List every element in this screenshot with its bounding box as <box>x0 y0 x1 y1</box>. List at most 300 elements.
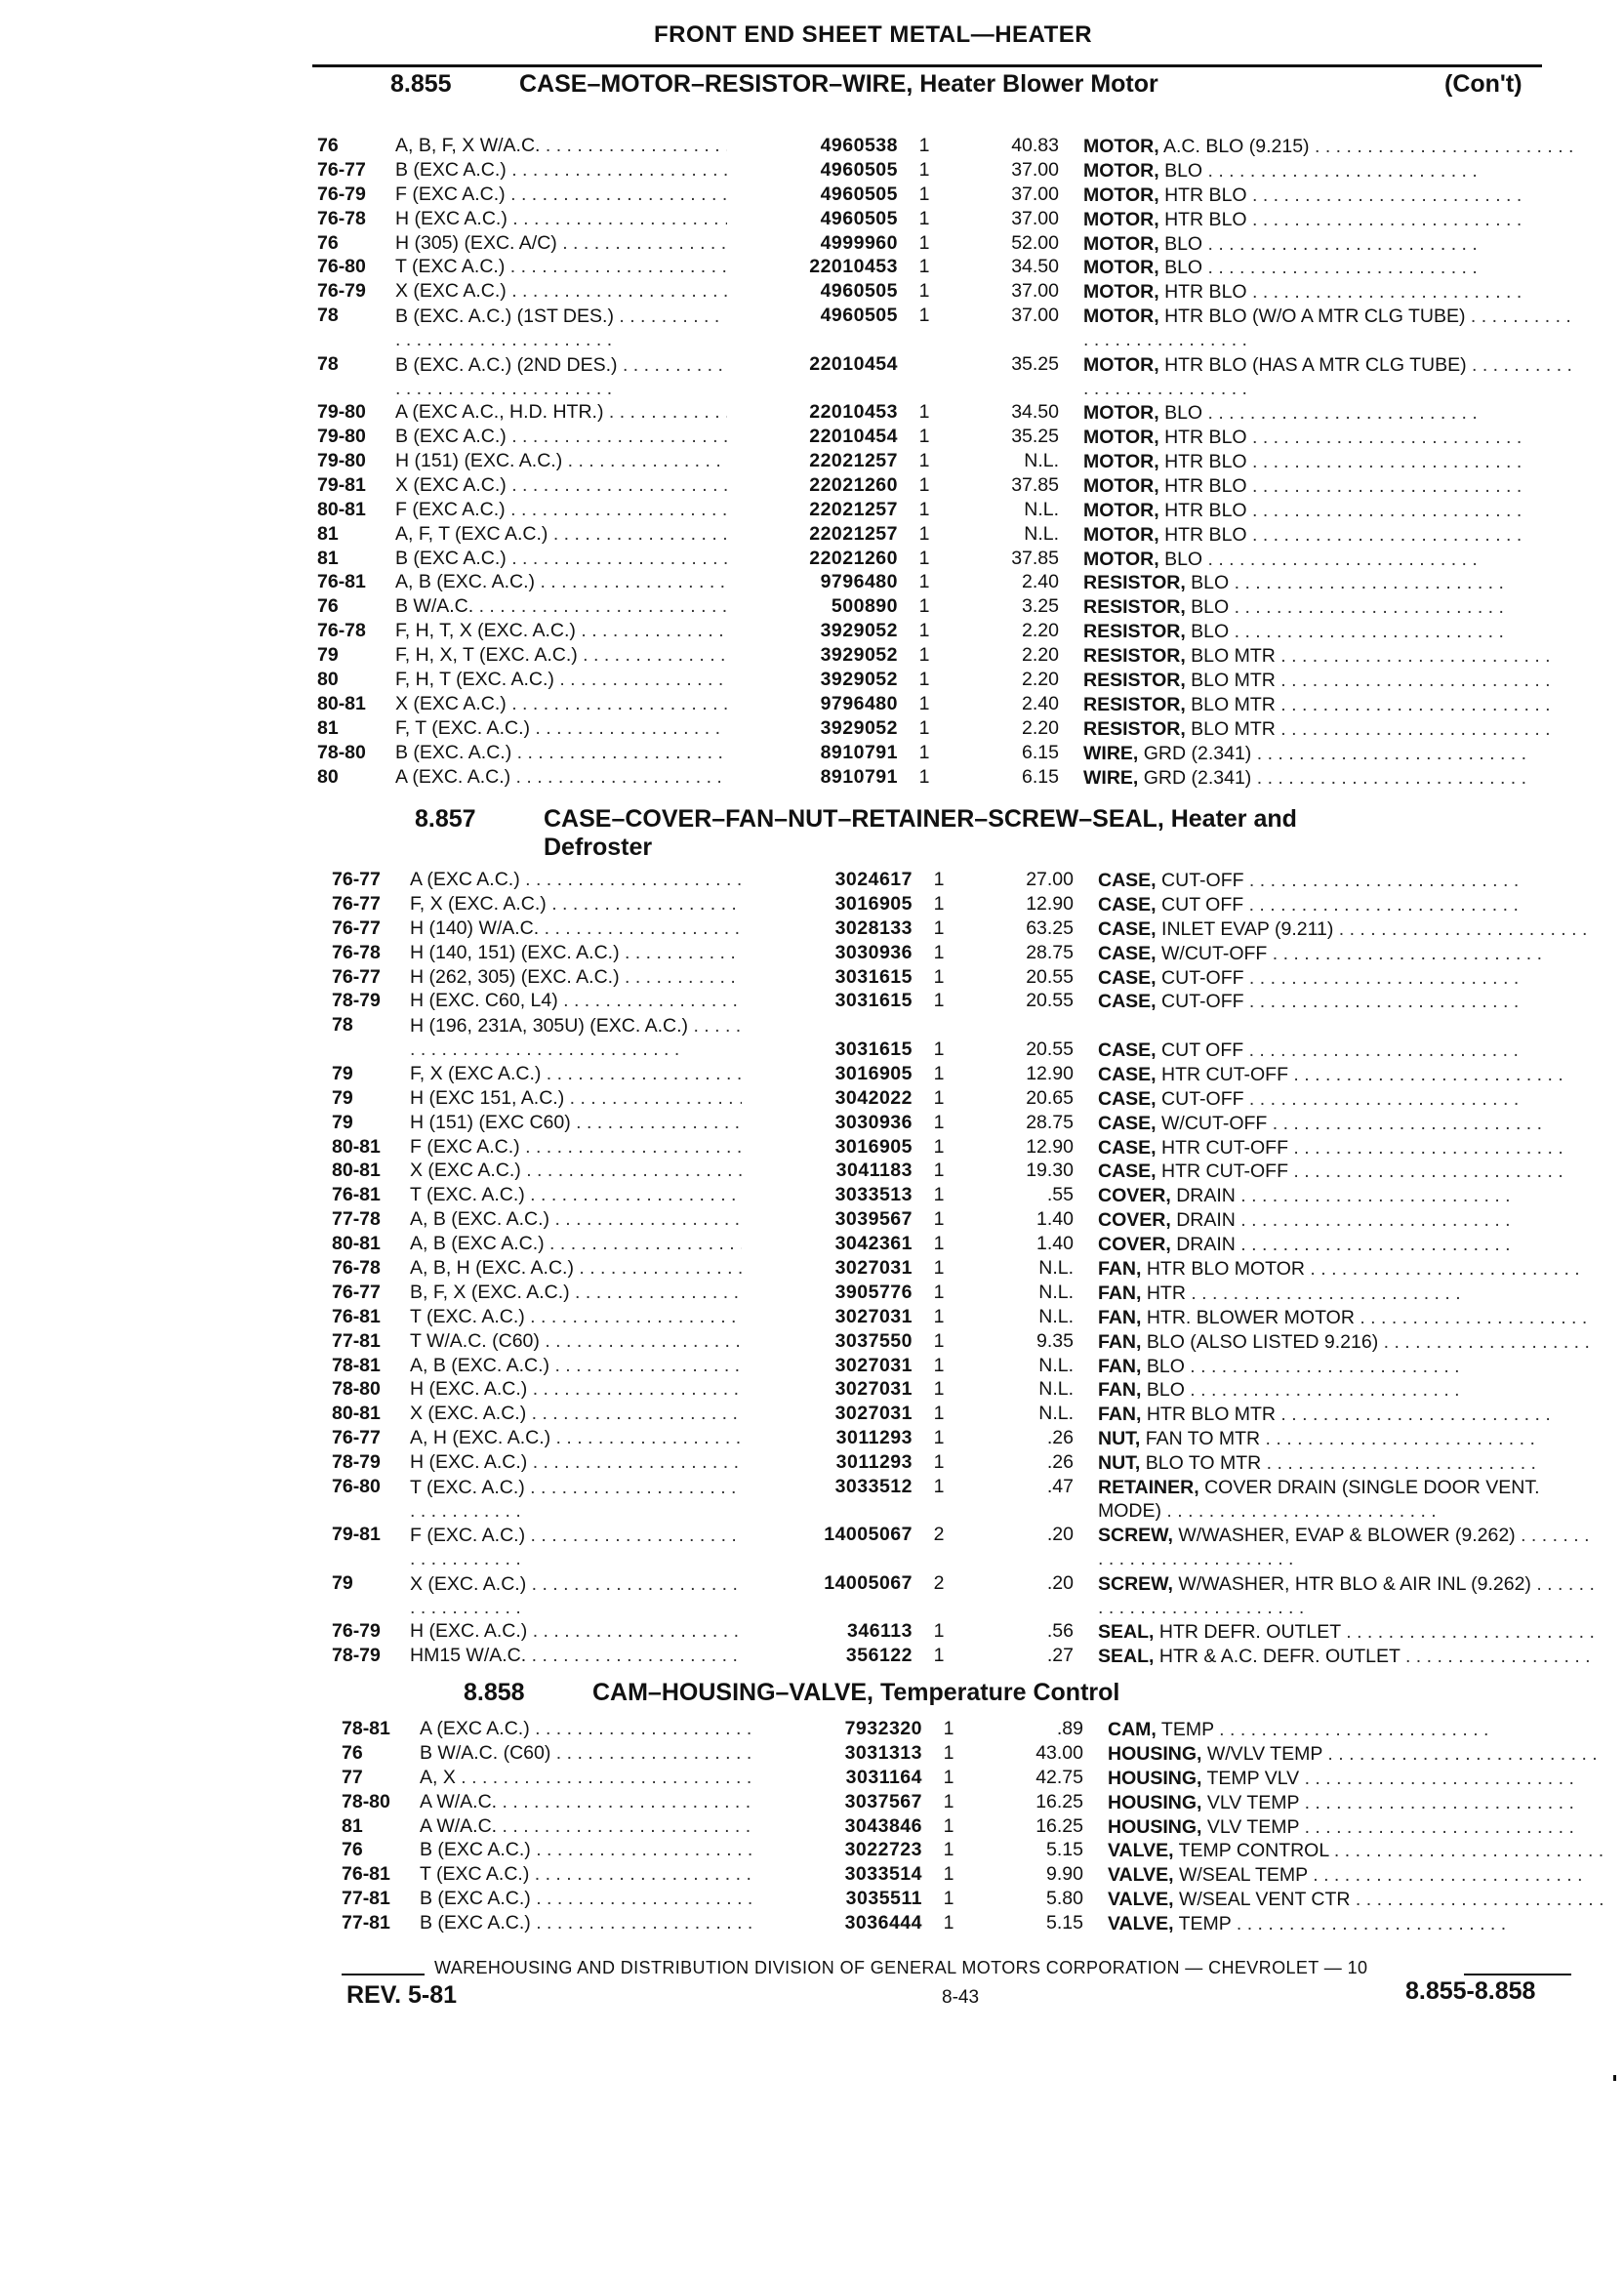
part-detail: INLET EVAP (9.211) <box>1161 917 1334 940</box>
part-keyword: MOTOR, <box>1083 257 1159 279</box>
part-detail: TEMP CONTROL <box>1178 1840 1329 1862</box>
price: 20.55 <box>1026 1038 1074 1061</box>
price: 20.65 <box>1026 1086 1074 1109</box>
part-keyword: MOTOR, <box>1083 427 1159 449</box>
price: N.L. <box>1024 450 1059 472</box>
model-application: H (EXC 151, A.C.) . . . <box>410 1087 742 1110</box>
model-application: B (EXC. A.C.) . . . <box>395 742 727 764</box>
part-description <box>1083 426 1581 450</box>
price: 2.20 <box>1022 716 1059 739</box>
part-detail: W/SEAL TEMP <box>1178 1864 1308 1887</box>
year-range: 78-79 <box>332 1645 381 1667</box>
model-application: F, T (EXC. A.C.) . . . <box>395 717 727 740</box>
part-number: 3028133 <box>834 916 913 939</box>
part-keyword: MOTOR, <box>1083 232 1159 255</box>
quantity: 1 <box>933 965 945 988</box>
part-keyword: RESISTOR, <box>1083 670 1186 692</box>
price: 28.75 <box>1026 1111 1074 1133</box>
part-number: 3035511 <box>845 1888 922 1910</box>
part-keyword: CASE, <box>1098 1087 1157 1110</box>
price: .89 <box>1056 1718 1083 1739</box>
price: 20.55 <box>1026 965 1074 988</box>
quantity: 1 <box>933 1354 945 1376</box>
quantity: 1 <box>918 644 930 667</box>
part-detail: BLO (ALSO LISTED 9.216) <box>1146 1330 1379 1353</box>
part-keyword: SEAL, <box>1098 1621 1155 1644</box>
year-range: 81 <box>342 1814 363 1837</box>
model-application: T (EXC. A.C.) . . . <box>410 1476 742 1524</box>
part-keyword: CASE, <box>1098 1039 1157 1062</box>
model-application: X (EXC A.C.) . . . <box>410 1160 742 1182</box>
part-detail: W/VLV TEMP <box>1206 1742 1322 1765</box>
year-range: 80-81 <box>332 1233 381 1255</box>
part-keyword: NUT, <box>1098 1452 1141 1475</box>
part-keyword: MOTOR, <box>1083 136 1159 157</box>
model-application: B, F, X (EXC. A.C.) . . . <box>410 1282 742 1304</box>
quantity: 1 <box>943 1839 954 1861</box>
price: 2.20 <box>1022 669 1059 691</box>
price: 6.15 <box>1022 741 1059 763</box>
quantity: 1 <box>918 765 930 788</box>
price: 9.90 <box>1046 1863 1083 1886</box>
price: 16.25 <box>1035 1814 1083 1837</box>
part-description <box>1108 1815 1605 1840</box>
price: 37.85 <box>1011 473 1059 496</box>
section-title-8855 <box>390 70 1522 99</box>
price: .20 <box>1046 1524 1074 1546</box>
part-description <box>1108 1767 1605 1791</box>
year-range: 76 <box>317 231 339 254</box>
part-detail: HTR & A.C. DEFR. OUTLET <box>1158 1646 1401 1668</box>
part-description <box>1108 1839 1605 1863</box>
section-title-8858 <box>464 1679 1537 1707</box>
part-number: 3033513 <box>834 1184 913 1206</box>
quantity: 1 <box>933 941 945 963</box>
part-keyword: RESISTOR, <box>1083 693 1186 715</box>
part-detail: HTR BLO <box>1164 208 1247 230</box>
part-description <box>1108 1888 1605 1912</box>
price: 1.40 <box>1036 1233 1074 1255</box>
part-detail: W/SEAL VENT CTR <box>1178 1889 1351 1911</box>
quantity: 1 <box>918 183 930 205</box>
model-application: H (140, 151) (EXC. A.C.) . . . <box>410 942 742 964</box>
year-range: 81 <box>317 716 339 739</box>
part-detail: W/CUT-OFF <box>1161 1112 1268 1134</box>
part-keyword: HOUSING, <box>1108 1815 1202 1838</box>
part-detail: A.C. BLO (9.215) <box>1162 136 1310 157</box>
quantity: 1 <box>943 1814 954 1837</box>
quantity: 1 <box>943 1863 954 1886</box>
page-header: FRONT END SHEET METAL—HEATER <box>654 21 1093 48</box>
part-keyword: FAN, <box>1098 1330 1142 1353</box>
part-number: 9796480 <box>820 571 898 593</box>
year-range: 78 <box>317 352 339 375</box>
year-range: 76-77 <box>332 869 381 890</box>
part-number: 3036444 <box>844 1912 922 1934</box>
part-number: 7932320 <box>844 1718 922 1739</box>
model-application: HM15 W/A.C. . . . <box>410 1645 742 1667</box>
quantity: 1 <box>918 231 930 254</box>
price: 37.00 <box>1011 305 1059 327</box>
part-number: 3039567 <box>834 1208 913 1231</box>
part-keyword: VALVE, <box>1108 1913 1174 1935</box>
part-number: 22021260 <box>809 547 898 569</box>
year-range: 76-81 <box>317 571 366 593</box>
section-title-text: CASE–MOTOR–RESISTOR–WIRE, Heater Blower Motor <box>519 70 1158 98</box>
part-keyword: SCREW, <box>1098 1525 1173 1547</box>
part-detail: GRD (2.341) <box>1143 766 1252 789</box>
year-range: 80-81 <box>332 1403 381 1425</box>
price: 3.25 <box>1022 595 1059 618</box>
part-detail: DRAIN <box>1176 1234 1236 1256</box>
part-keyword: RESISTOR, <box>1083 621 1186 643</box>
quantity: 1 <box>918 669 930 691</box>
section-title-text: CASE–COVER–FAN–NUT–RETAINER–SCREW–SEAL, Heater and <box>544 805 1297 833</box>
model-application: X (EXC A.C.) . . . <box>395 280 727 303</box>
part-number: 3016905 <box>834 892 913 915</box>
quantity: 1 <box>943 1718 954 1739</box>
part-number: 22021257 <box>809 522 898 545</box>
part-number: 3024617 <box>834 869 913 890</box>
price: 37.00 <box>1011 183 1059 205</box>
price: 12.90 <box>1026 892 1074 915</box>
part-detail: COVER DRAIN (SINGLE DOOR VENT. MODE) <box>1098 1476 1540 1522</box>
year-range: 77-81 <box>342 1912 390 1934</box>
quantity: 1 <box>933 916 945 939</box>
part-detail: DRAIN <box>1176 1185 1236 1207</box>
part-keyword: HOUSING, <box>1108 1742 1202 1765</box>
part-number: 3033514 <box>844 1863 922 1886</box>
quantity: 1 <box>933 1233 945 1255</box>
part-description <box>1108 1718 1605 1742</box>
part-description <box>1098 1476 1596 1524</box>
quantity: 1 <box>933 1256 945 1279</box>
part-number: 9796480 <box>820 692 898 714</box>
year-range: 78-80 <box>317 741 366 763</box>
part-detail: HTR BLO <box>1164 281 1247 304</box>
price: 16.25 <box>1035 1790 1083 1812</box>
model-application: B (EXC. A.C.) (1ST DES.) . . . <box>395 305 727 352</box>
part-number: 3037567 <box>844 1790 922 1812</box>
model-application: H (EXC. A.C.) . . . <box>410 1451 742 1474</box>
part-number: 4960505 <box>820 207 898 229</box>
part-keyword: CASE, <box>1098 991 1157 1013</box>
price: .26 <box>1046 1451 1074 1474</box>
price: 37.00 <box>1011 280 1059 303</box>
part-description <box>1083 183 1581 208</box>
part-description <box>1098 1355 1596 1379</box>
model-application: A, B (EXC. A.C.) . . . <box>395 571 727 593</box>
part-description <box>1098 1233 1596 1257</box>
part-detail: HTR CUT-OFF <box>1161 1063 1289 1085</box>
part-keyword: CASE, <box>1098 870 1157 891</box>
part-number: 3027031 <box>834 1354 913 1376</box>
part-description <box>1083 401 1581 426</box>
part-number: 3016905 <box>834 1135 913 1158</box>
model-application: B (EXC A.C.) . . . <box>395 159 727 182</box>
price: 12.90 <box>1026 1062 1074 1084</box>
part-keyword: CASE, <box>1098 917 1157 940</box>
year-range: 80-81 <box>317 498 366 520</box>
part-description <box>1083 595 1581 620</box>
part-keyword: FAN, <box>1098 1257 1142 1280</box>
part-detail: VLV TEMP <box>1206 1815 1300 1838</box>
part-keyword: COVER, <box>1098 1234 1171 1256</box>
part-detail: VLV TEMP <box>1206 1791 1300 1813</box>
model-application: X (EXC. A.C.) . . . <box>410 1403 742 1425</box>
quantity: 1 <box>918 473 930 496</box>
year-range: 77-78 <box>332 1208 381 1231</box>
part-description <box>1098 1524 1596 1571</box>
part-detail: BLO <box>1164 257 1203 279</box>
price: 12.90 <box>1026 1135 1074 1158</box>
model-application: B (EXC. A.C.) (2ND DES.) . . . <box>395 353 727 401</box>
price: 35.25 <box>1011 352 1059 375</box>
year-range: 76-78 <box>332 1256 381 1279</box>
part-description <box>1098 1451 1596 1476</box>
page-number: 8-43 <box>942 1987 980 2008</box>
part-number: 3929052 <box>820 716 898 739</box>
part-keyword: CASE, <box>1098 942 1157 964</box>
part-number: 22021257 <box>809 498 898 520</box>
part-keyword: WIRE, <box>1083 766 1139 789</box>
model-application: T (EXC. A.C.) . . . <box>410 1184 742 1206</box>
section-number: 8.857 <box>415 805 476 833</box>
part-description <box>1083 766 1581 791</box>
part-description <box>1098 893 1596 917</box>
quantity: 1 <box>918 450 930 472</box>
year-range: 80 <box>317 765 339 788</box>
model-application: B (EXC A.C.) . . . <box>420 1888 751 1910</box>
year-range: 76 <box>317 595 339 618</box>
header-rule <box>312 64 1542 67</box>
model-application: H (196, 231A, 305U) (EXC. A.C.) . . . <box>410 1014 742 1062</box>
part-description <box>1083 717 1581 742</box>
part-keyword: COVER, <box>1098 1185 1171 1207</box>
part-detail: HTR CUT-OFF <box>1161 1160 1289 1183</box>
part-keyword: MOTOR, <box>1083 474 1159 497</box>
quantity: 1 <box>933 1378 945 1401</box>
year-range: 76-78 <box>317 620 366 642</box>
part-detail: GRD (2.341) <box>1143 742 1252 764</box>
model-application: A (EXC A.C.) . . . <box>420 1718 751 1740</box>
model-application: A (EXC A.C., H.D. HTR.) . . . <box>395 401 727 424</box>
quantity: 1 <box>918 207 930 229</box>
part-number: 4960505 <box>820 280 898 303</box>
model-application: H (EXC. C60, L4) . . . <box>410 990 742 1012</box>
part-number: 3031313 <box>844 1741 922 1764</box>
part-description <box>1098 1378 1596 1403</box>
price: N.L. <box>1024 522 1059 545</box>
part-number: 22010453 <box>809 401 898 424</box>
part-description <box>1098 1282 1596 1306</box>
model-application: F, X (EXC. A.C.) . . . <box>410 893 742 916</box>
year-range: 78-81 <box>342 1718 390 1739</box>
part-keyword: MOTOR, <box>1083 499 1159 521</box>
model-application: A, H (EXC. A.C.) . . . <box>410 1427 742 1449</box>
quantity: 1 <box>918 620 930 642</box>
year-range: 76 <box>342 1839 363 1861</box>
year-range: 76-80 <box>332 1475 381 1497</box>
part-keyword: WIRE, <box>1083 742 1139 764</box>
year-range: 81 <box>317 522 339 545</box>
year-range: 76-79 <box>317 280 366 303</box>
part-detail: TEMP <box>1160 1719 1214 1740</box>
part-keyword: MOTOR, <box>1083 281 1159 304</box>
part-detail: BLO TO MTR <box>1145 1452 1262 1475</box>
part-description <box>1098 1208 1596 1233</box>
price: 35.25 <box>1011 426 1059 448</box>
part-keyword: FAN, <box>1098 1379 1142 1402</box>
price: 28.75 <box>1026 941 1074 963</box>
model-application: T (EXC A.C.) . . . <box>395 256 727 278</box>
quantity: 1 <box>933 1111 945 1133</box>
model-application: F, H, T (EXC. A.C.) . . . <box>395 669 727 691</box>
price: .26 <box>1046 1427 1074 1449</box>
quantity: 1 <box>918 716 930 739</box>
quantity: 1 <box>918 280 930 303</box>
part-keyword: MOTOR, <box>1083 548 1159 570</box>
part-number: 22010454 <box>809 426 898 448</box>
part-keyword: HOUSING, <box>1108 1767 1202 1789</box>
year-range: 79-80 <box>317 401 366 424</box>
part-number: 4960505 <box>820 158 898 181</box>
part-detail: BLO <box>1191 621 1230 643</box>
part-detail: HTR BLO <box>1164 183 1247 206</box>
part-number: 3905776 <box>834 1281 913 1303</box>
part-description <box>1098 1620 1596 1645</box>
section-title-8857 <box>415 805 1488 862</box>
price: .56 <box>1046 1620 1074 1643</box>
part-number: 3929052 <box>820 644 898 667</box>
model-application: F, H, X, T (EXC. A.C.) . . . <box>395 644 727 667</box>
footer-rule-left <box>342 1974 425 1975</box>
price: N.L. <box>1038 1354 1074 1376</box>
part-detail: BLO <box>1191 572 1230 594</box>
year-range: 78-81 <box>332 1354 381 1376</box>
part-description <box>1108 1791 1605 1815</box>
year-range: 76 <box>317 135 339 156</box>
quantity: 1 <box>933 1135 945 1158</box>
year-range: 77-81 <box>342 1888 390 1910</box>
section-title-continued: Defroster <box>544 834 653 861</box>
year-range: 79-81 <box>332 1524 381 1546</box>
part-keyword: MOTOR, <box>1083 353 1159 376</box>
year-range: 78-79 <box>332 990 381 1012</box>
part-description <box>1083 548 1581 572</box>
section-number: 8.855 <box>390 70 452 98</box>
quantity: 1 <box>933 1281 945 1303</box>
price: 34.50 <box>1011 401 1059 424</box>
quantity: 1 <box>933 1620 945 1643</box>
quantity: 1 <box>918 305 930 327</box>
year-range: 79 <box>332 1062 353 1084</box>
part-description <box>1098 990 1596 1014</box>
quantity: 1 <box>933 869 945 890</box>
part-number: 3031615 <box>834 1038 913 1061</box>
model-application: A, B (EXC. A.C.) . . . <box>410 1208 742 1231</box>
part-detail: HTR BLO (W/O A MTR CLG TUBE) <box>1164 305 1466 328</box>
part-keyword: HOUSING, <box>1108 1791 1202 1813</box>
part-number: 3041183 <box>835 1160 913 1182</box>
year-range: 78-80 <box>342 1790 390 1812</box>
quantity: 1 <box>933 990 945 1012</box>
model-application: H (EXC. A.C.) . . . <box>410 1378 742 1401</box>
part-detail: BLO MTR <box>1191 670 1276 692</box>
price: 2.40 <box>1022 571 1059 593</box>
quantity: 1 <box>933 1403 945 1425</box>
part-number: 3043846 <box>844 1814 922 1837</box>
quantity: 1 <box>918 522 930 545</box>
quantity: 1 <box>933 1451 945 1474</box>
quantity: 1 <box>933 1086 945 1109</box>
model-application: F, X (EXC A.C.) . . . <box>410 1063 742 1085</box>
part-number: 8910791 <box>820 741 898 763</box>
part-description <box>1098 1330 1596 1355</box>
model-application: A (EXC A.C.) . . . <box>410 869 742 891</box>
part-keyword: CAM, <box>1108 1719 1157 1740</box>
part-description <box>1083 474 1581 499</box>
year-range: 76-78 <box>332 941 381 963</box>
part-number: 3033512 <box>834 1475 913 1497</box>
part-detail: HTR BLO <box>1164 427 1247 449</box>
model-application: A, B, F, X W/A.C. . . . <box>395 135 727 157</box>
year-range: 76-81 <box>332 1184 381 1206</box>
quantity: 1 <box>943 1888 954 1910</box>
price: 43.00 <box>1035 1741 1083 1764</box>
year-range: 76 <box>342 1741 363 1764</box>
price: 2.20 <box>1022 620 1059 642</box>
part-number: 3031164 <box>845 1766 922 1788</box>
part-detail: BLO <box>1191 596 1230 619</box>
part-description <box>1083 232 1581 257</box>
year-range: 76-78 <box>317 207 366 229</box>
price: N.L. <box>1038 1281 1074 1303</box>
part-detail: HTR BLO <box>1164 499 1247 521</box>
part-number: 22010454 <box>809 352 898 375</box>
continued-label: (Con't) <box>1444 70 1522 98</box>
part-detail: BLO <box>1164 548 1203 570</box>
quantity: 1 <box>933 1475 945 1497</box>
part-keyword: SCREW, <box>1098 1572 1173 1595</box>
year-range: 78 <box>317 305 339 327</box>
part-description <box>1083 280 1581 305</box>
part-number: 3031615 <box>834 965 913 988</box>
price: 6.15 <box>1022 765 1059 788</box>
part-description <box>1083 135 1581 159</box>
price: .20 <box>1046 1571 1074 1594</box>
year-range: 76-77 <box>332 916 381 939</box>
part-description <box>1098 1306 1596 1330</box>
price: 37.85 <box>1011 547 1059 569</box>
quantity: 1 <box>918 426 930 448</box>
part-description <box>1083 450 1581 474</box>
part-number: 346113 <box>847 1620 913 1643</box>
model-application: X (EXC A.C.) . . . <box>395 693 727 715</box>
part-keyword: CASE, <box>1098 1136 1157 1159</box>
part-description <box>1083 159 1581 183</box>
year-range: 78-80 <box>332 1378 381 1401</box>
year-range: 76-77 <box>317 158 366 181</box>
model-application: F (EXC A.C.) . . . <box>395 183 727 206</box>
part-keyword: SEAL, <box>1098 1646 1155 1668</box>
part-detail: W/WASHER, EVAP & BLOWER (9.262) <box>1178 1525 1516 1547</box>
model-application: B (EXC A.C.) . . . <box>420 1912 751 1934</box>
year-range: 78-79 <box>332 1451 381 1474</box>
part-number: 3011293 <box>835 1427 913 1449</box>
model-application: H (151) (EXC C60) . . . <box>410 1112 742 1134</box>
part-number: 3027031 <box>834 1378 913 1401</box>
